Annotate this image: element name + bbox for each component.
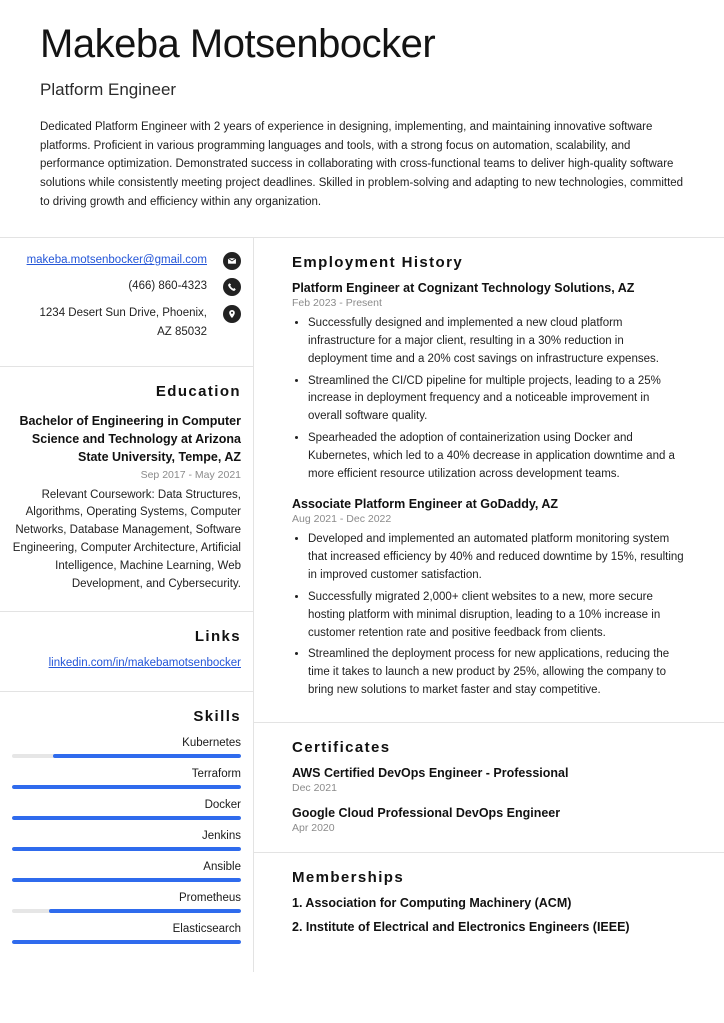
certificate-entry	[292, 806, 686, 834]
skill-item	[12, 799, 241, 820]
employment-bullet: • Successfully designed and implemented a new cloud platform infrastructure for a major client, resulting in a 30% reduction in deployment time and a 20% cost savings on infrastructure expenses.	[308, 315, 686, 368]
skill-item	[12, 892, 241, 913]
skill-item	[12, 768, 241, 789]
employment-role: Platform Engineer at Cognizant Technology Solutions, AZ	[292, 281, 635, 296]
skill-level-fill	[12, 878, 241, 882]
skill-item	[12, 861, 241, 882]
skill-name: Prometheus	[178, 892, 241, 905]
contact-address-line2: AZ 85032	[157, 325, 207, 338]
skill-level-bar	[12, 878, 241, 882]
certificate-entry	[292, 766, 686, 794]
employment-dates: Feb 2023 - Present	[292, 297, 382, 310]
certificates-heading: Certificates	[292, 738, 391, 756]
location-pin-icon	[223, 305, 241, 323]
links-section	[0, 612, 253, 692]
skill-name: Ansible	[203, 861, 241, 874]
education-degree: Bachelor of Engineering in Computer Science and Technology at Arizona State University, Tempe, AZ	[19, 414, 241, 465]
employment-heading: Employment History	[292, 254, 464, 272]
membership-item: 2. Institute of Electrical and Electronics Engineers (IEEE)	[292, 919, 630, 934]
links-heading: Links	[194, 628, 241, 646]
employment-bullet: • Successfully migrated 2,000+ client websites to a new, more secure hosting platform with minimal disruption, leading to a 10% increase in customer retention rate and positive feedback from clients.	[308, 589, 686, 642]
contact-address-row-2	[12, 324, 213, 341]
links-list	[12, 657, 241, 669]
certificates-list	[292, 766, 686, 834]
employment-bullet: • Streamlined the CI/CD pipeline for multiple projects, leading to a 25% increase in deployment frequency and a noticeable improvement in overall software quality.	[308, 373, 686, 426]
jobs-list	[292, 281, 686, 700]
link-linkedin[interactable]: linkedin.com/in/makebamotsenbocker	[48, 657, 241, 670]
skill-level-bar	[12, 816, 241, 820]
skill-name: Kubernetes	[182, 737, 241, 750]
education-description: Relevant Coursework: Data Structures, Algorithms, Operating Systems, Computer Networks, Database Management, Software Engineering, Computer Architecture, Artificial Intelligence, Machine Learning, Web Development, and Cybersecurity.	[12, 488, 241, 590]
contact-phone-value: (466) 860-4323	[128, 280, 207, 293]
memberships-heading: Memberships	[292, 868, 405, 886]
resume-body	[0, 237, 724, 972]
education-dates: Sep 2017 - May 2021	[140, 468, 241, 481]
skill-name: Elasticsearch	[172, 923, 241, 936]
professional-summary: Dedicated Platform Engineer with 2 years of experience in designing, implementing, and maintaining innovative software platforms. Proficient in various programming languages and tools, with a strong focus on automation, scalability, and performance optimization. Demonstrated success in collaborating with cross-functional teams to deliver high-quality software solutions while consistently meeting project deadlines. Skilled in problem-solving and adapting to new technologies, committed to driving growth and efficiency within any organization.	[40, 121, 684, 208]
certificate-title: AWS Certified DevOps Engineer - Professional	[292, 765, 569, 780]
resume-header	[0, 0, 724, 221]
employment-dates: Aug 2021 - Dec 2022	[292, 513, 392, 526]
skill-level-fill	[49, 909, 241, 913]
skills-section	[0, 692, 253, 972]
contact-address-line1: 1234 Desert Sun Drive, Phoenix,	[39, 306, 207, 319]
skill-level-bar	[12, 847, 241, 851]
skill-level-fill	[53, 754, 241, 758]
contact-phone-row	[12, 278, 213, 295]
skill-name: Jenkins	[202, 830, 241, 843]
membership-item: 1. Association for Computing Machinery (ACM)	[292, 895, 572, 910]
contact-block	[0, 238, 253, 367]
employment-bullet: • Developed and implemented an automated platform monitoring system that increased efficiency by 40% and reduced downtime by 15%, resulting in improved customer satisfaction.	[308, 531, 686, 584]
education-entry	[12, 412, 241, 593]
contact-email-link[interactable]: makeba.motsenbocker@gmail.com	[26, 254, 207, 267]
candidate-job-title: Platform Engineer	[40, 80, 177, 99]
contact-email-row	[12, 252, 213, 269]
envelope-icon	[223, 252, 241, 270]
skill-level-bar	[12, 754, 241, 758]
certificate-date: Apr 2020	[292, 821, 335, 834]
skill-level-fill	[12, 940, 241, 944]
skill-level-bar	[12, 940, 241, 944]
skills-heading: Skills	[193, 708, 241, 726]
employment-entry	[292, 497, 686, 699]
skill-name: Terraform	[191, 768, 241, 781]
memberships-list	[292, 896, 686, 934]
phone-icon	[223, 278, 241, 296]
left-column	[0, 238, 254, 972]
certificates-section	[254, 723, 724, 853]
certificate-date: Dec 2021	[292, 781, 337, 794]
employment-entry	[292, 281, 686, 483]
right-column	[254, 238, 724, 972]
education-section	[0, 367, 253, 612]
certificate-title: Google Cloud Professional DevOps Engineer	[292, 805, 561, 820]
skill-level-fill	[12, 785, 241, 789]
skill-level-fill	[12, 847, 241, 851]
skill-level-fill	[12, 816, 241, 820]
employment-bullets	[292, 315, 686, 483]
education-heading: Education	[155, 383, 241, 401]
employment-bullet: • Streamlined the deployment process for new applications, reducing the time it takes to launch a new product by 25%, allowing the company to bring new solutions to market faster and stay competitive.	[308, 646, 686, 699]
candidate-name: Makeba Motsenbocker	[40, 22, 436, 66]
skill-level-bar	[12, 785, 241, 789]
contact-address-row	[12, 305, 213, 322]
skills-list	[12, 737, 241, 944]
employment-role: Associate Platform Engineer at GoDaddy, AZ	[292, 497, 559, 512]
memberships-section	[254, 853, 724, 952]
skill-item	[12, 737, 241, 758]
skill-item	[12, 830, 241, 851]
employment-section	[254, 238, 724, 723]
employment-bullet: • Spearheaded the adoption of containerization using Docker and Kubernetes, which led to a 40% decrease in application downtime and a more efficient resource utilization across development teams.	[308, 430, 686, 483]
employment-bullets	[292, 531, 686, 699]
skill-item	[12, 923, 241, 944]
skill-level-bar	[12, 909, 241, 913]
skill-name: Docker	[204, 799, 241, 812]
